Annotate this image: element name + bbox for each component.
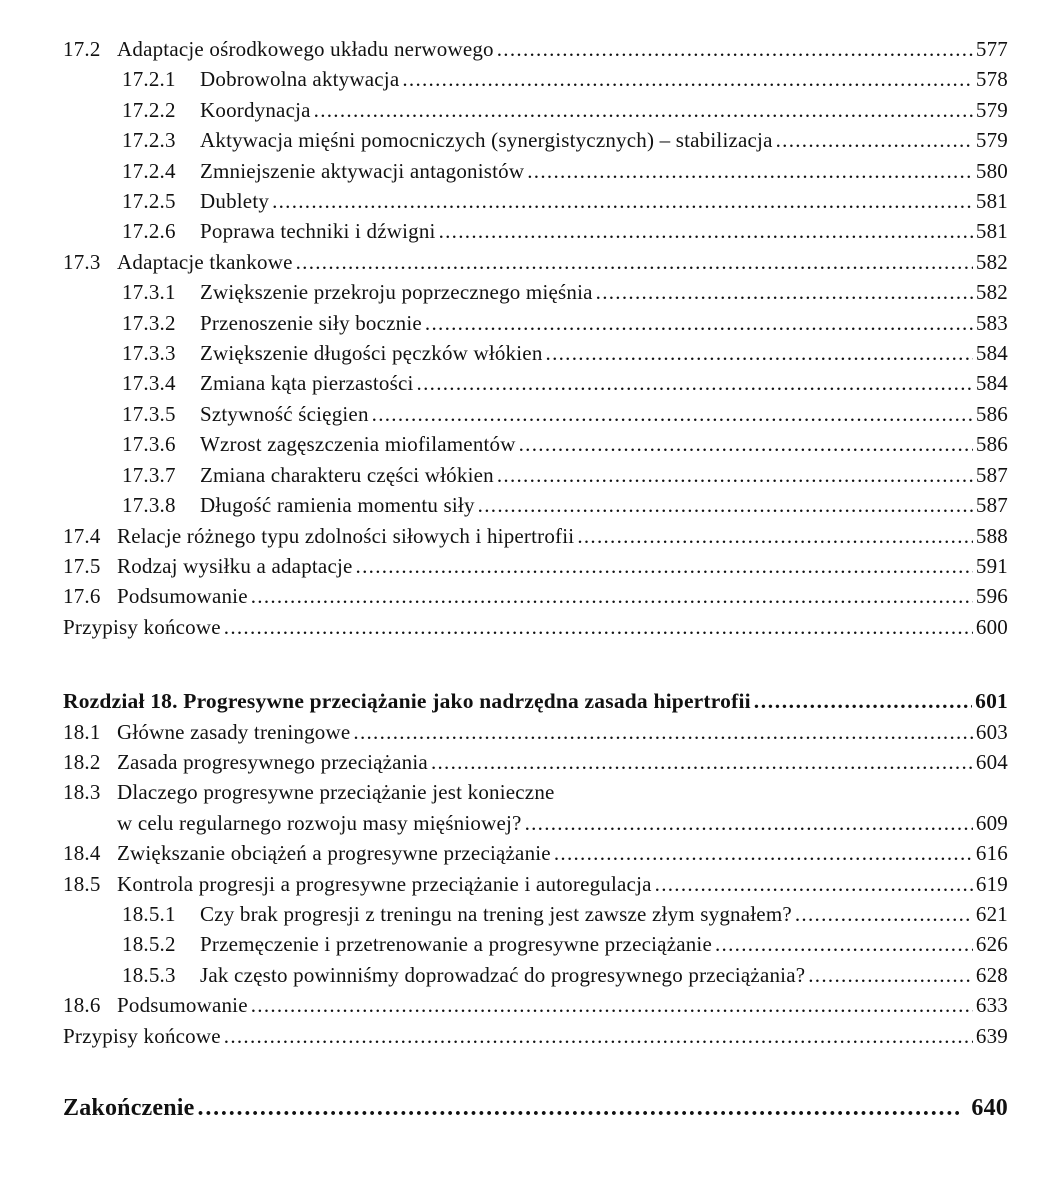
toc-entry-page: 628 [975, 962, 1008, 987]
toc-entry-number: 17.5 [63, 553, 101, 578]
dot-leader [751, 686, 972, 716]
dot-leader [805, 960, 973, 990]
toc-entry-number: 17.3.4 [122, 371, 176, 396]
toc-entry-number: 17.3.8 [122, 493, 176, 518]
toc-entry-number: 17.3.3 [122, 341, 176, 366]
toc-entry-number: 17.3.6 [122, 432, 176, 457]
toc-entry-page: 587 [975, 493, 1008, 518]
chapter-heading [63, 686, 1008, 716]
toc-entry-page: 580 [975, 158, 1008, 183]
toc-entry-title: Adaptacje tkankowe [117, 249, 293, 274]
toc-entry [63, 34, 1008, 64]
dot-leader [543, 338, 973, 368]
toc-entry [63, 521, 1008, 551]
toc-entry-title: Zwiększenie przekroju poprzecznego mięśnia [200, 280, 593, 305]
toc-entry-page: 633 [975, 993, 1008, 1018]
toc-entry-number: 18.3 [63, 780, 101, 805]
dot-leader [195, 1091, 964, 1125]
toc-final-entry [63, 1091, 1008, 1125]
dot-leader [399, 64, 973, 94]
dot-leader [221, 612, 973, 642]
dot-leader [652, 869, 973, 899]
toc-entry-page: 588 [975, 523, 1008, 548]
toc-entry-title: Zakończenie [63, 1095, 195, 1121]
toc-entry-page: 601 [975, 689, 1008, 714]
toc-entry-number: 17.2.3 [122, 128, 176, 153]
toc-entry-title: Wzrost zagęszczenia miofilamentów [200, 432, 516, 457]
toc-entry-title: Dobrowolna aktywacja [200, 67, 400, 92]
dot-leader [248, 990, 973, 1020]
toc-entry [63, 551, 1008, 581]
toc-entry-page: 586 [975, 432, 1008, 457]
dot-leader [593, 277, 973, 307]
dot-leader [773, 125, 973, 155]
toc-entry [63, 368, 1008, 398]
toc-entry-title: Zmiana charakteru części włókien [200, 462, 494, 487]
toc-entry-number: 18.5.2 [122, 932, 176, 957]
toc-entry-number: 17.2.6 [122, 219, 176, 244]
toc-entry-number: 18.1 [63, 719, 101, 744]
toc-entry-page: 581 [975, 219, 1008, 244]
toc-entry-page: 603 [975, 719, 1008, 744]
toc-entry-number: 18.6 [63, 993, 101, 1018]
toc-entry-page: 609 [975, 810, 1008, 835]
toc-entry [63, 429, 1008, 459]
dot-leader [422, 308, 973, 338]
toc-entry-page: 579 [975, 128, 1008, 153]
toc-entry [63, 581, 1008, 611]
toc-entry [63, 460, 1008, 490]
dot-leader [494, 460, 973, 490]
toc-entry [63, 247, 1008, 277]
toc-entry [63, 95, 1008, 125]
toc-entry [63, 960, 1008, 990]
toc-entry-page: 600 [975, 614, 1008, 639]
dot-leader [494, 34, 973, 64]
toc-entry-number: 17.2.2 [122, 97, 176, 122]
dot-leader [428, 747, 973, 777]
toc-entry [63, 869, 1008, 899]
dot-leader [516, 429, 973, 459]
toc-entry-page: 619 [975, 871, 1008, 896]
toc-entry [63, 838, 1008, 868]
dot-leader [551, 838, 973, 868]
toc-entry [63, 929, 1008, 959]
toc-entry-number: 17.2.1 [122, 67, 176, 92]
toc-entry-title: Kontrola progresji a progresywne przeciążanie i autoregulacja [117, 871, 652, 896]
toc-entry-page: 639 [975, 1023, 1008, 1048]
toc-entry-number: 17.3.7 [122, 462, 176, 487]
dot-leader [524, 156, 973, 186]
toc-entry-number: 17.3 [63, 249, 101, 274]
toc-entry-title: Przenoszenie siły bocznie [200, 310, 422, 335]
toc-entry-page: 616 [975, 841, 1008, 866]
toc-entry-title: Koordynacja [200, 97, 311, 122]
toc-entry [63, 1021, 1008, 1051]
toc-entry-number: 17.2.5 [122, 189, 176, 214]
toc-entry-title: Relacje różnego typu zdolności siłowych i hipertrofii [117, 523, 575, 548]
dot-leader [522, 808, 973, 838]
toc-entry-page: 581 [975, 189, 1008, 214]
toc-entry-title: Jak często powinniśmy doprowadzać do progresywnego przeciążania? [200, 962, 806, 987]
dot-leader [475, 490, 973, 520]
toc-entry-title: Podsumowanie [117, 584, 248, 609]
dot-leader [353, 551, 973, 581]
toc-entry [63, 808, 1008, 838]
toc-entry-page: 596 [975, 584, 1008, 609]
toc-entry [63, 64, 1008, 94]
toc-section [63, 1091, 1008, 1125]
toc-entry-number: 18.5.1 [122, 901, 176, 926]
toc-entry-title: Zmniejszenie aktywacji antagonistów [200, 158, 525, 183]
dot-leader [350, 717, 973, 747]
toc-entry-number: 18.2 [63, 749, 101, 774]
toc-entry-page: 584 [975, 341, 1008, 366]
toc-entry-number: 17.3.1 [122, 280, 176, 305]
toc-entry-page: 604 [975, 749, 1008, 774]
toc-entry-title: Zasada progresywnego przeciążania [117, 749, 428, 774]
toc-entry-title: Sztywność ścięgien [200, 401, 369, 426]
toc-entry-page: 587 [975, 462, 1008, 487]
toc-entry-page: 584 [975, 371, 1008, 396]
toc-entry [63, 277, 1008, 307]
toc-entry-page: 579 [975, 97, 1008, 122]
toc-entry-number: 17.3.2 [122, 310, 176, 335]
toc-entry [63, 186, 1008, 216]
toc-entry [63, 156, 1008, 186]
toc-entry-title: Długość ramienia momentu siły [200, 493, 475, 518]
toc-section [63, 686, 1008, 1051]
toc-entry [63, 990, 1008, 1020]
toc-entry [63, 490, 1008, 520]
toc-entry-title: Poprawa techniki i dźwigni [200, 219, 436, 244]
dot-leader [248, 581, 973, 611]
toc-entry-title: Przemęczenie i przetrenowanie a progresywne przeciążanie [200, 932, 712, 957]
toc-entry [63, 717, 1008, 747]
dot-leader [792, 899, 973, 929]
toc-entry-page: 582 [975, 249, 1008, 274]
toc-entry-page: 583 [975, 310, 1008, 335]
toc-entry-page: 640 [971, 1095, 1008, 1121]
dot-leader [221, 1021, 973, 1051]
toc-entry [63, 399, 1008, 429]
toc-entry-page: 577 [975, 37, 1008, 61]
toc-entry-number: 18.5 [63, 871, 101, 896]
toc-entry [63, 612, 1008, 642]
dot-leader [436, 216, 973, 246]
toc-entry-title: Czy brak progresji z treningu na trening jest zawsze złym sygnałem? [200, 901, 792, 926]
toc-entry-title: Dublety [200, 189, 270, 214]
toc-entry-number: 18.5.3 [122, 962, 176, 987]
toc-entry-page: 582 [975, 280, 1008, 305]
toc [63, 34, 1008, 1125]
toc-entry-number: 17.6 [63, 584, 101, 609]
toc-entry-page: 626 [975, 932, 1008, 957]
toc-entry-number: 18.4 [63, 841, 101, 866]
toc-entry-number: 17.2 [63, 37, 101, 61]
toc-entry-page: 621 [975, 901, 1008, 926]
toc-entry-title: Podsumowanie [117, 993, 248, 1018]
toc-entry [63, 308, 1008, 338]
dot-leader [293, 247, 973, 277]
toc-entry [63, 747, 1008, 777]
toc-entry [63, 338, 1008, 368]
toc-entry-title: Zwiększanie obciążeń a progresywne przeciążanie [117, 841, 551, 866]
toc-entry-title: Aktywacja mięśni pomocniczych (synergistycznych) – stabilizacja [200, 128, 773, 153]
dot-leader [574, 521, 973, 551]
toc-entry-page: 586 [975, 401, 1008, 426]
toc-entry-title: Przypisy końcowe [63, 614, 221, 639]
toc-entry-number: 17.4 [63, 523, 101, 548]
toc-entry-title: w celu regularnego rozwoju masy mięśniowej? [117, 810, 522, 835]
toc-entry-number: 17.3.5 [122, 401, 176, 426]
toc-entry-title: Przypisy końcowe [63, 1023, 221, 1048]
toc-entry-title: Rozdział 18. Progresywne przeciążanie jako nadrzędna zasada hipertrofii [63, 689, 751, 714]
toc-entry [63, 125, 1008, 155]
toc-entry [63, 777, 1008, 807]
toc-entry-title: Zmiana kąta pierzastości [200, 371, 414, 396]
dot-leader [414, 368, 973, 398]
toc-entry-title: Adaptacje ośrodkowego układu nerwowego [117, 37, 494, 61]
toc-entry-title: Zwiększenie długości pęczków włókien [200, 341, 543, 366]
toc-entry-page: 578 [975, 67, 1008, 92]
dot-leader [712, 929, 973, 959]
toc-entry-page: 591 [975, 553, 1008, 578]
toc-entry-title: Główne zasady treningowe [117, 719, 351, 744]
toc-entry-number: 17.2.4 [122, 158, 176, 183]
toc-section [63, 34, 1008, 642]
dot-leader [269, 186, 973, 216]
toc-entry [63, 899, 1008, 929]
toc-entry-title: Dlaczego progresywne przeciążanie jest konieczne [117, 780, 555, 805]
toc-entry [63, 216, 1008, 246]
toc-entry-title: Rodzaj wysiłku a adaptacje [117, 553, 353, 578]
dot-leader [369, 399, 973, 429]
dot-leader [311, 95, 973, 125]
